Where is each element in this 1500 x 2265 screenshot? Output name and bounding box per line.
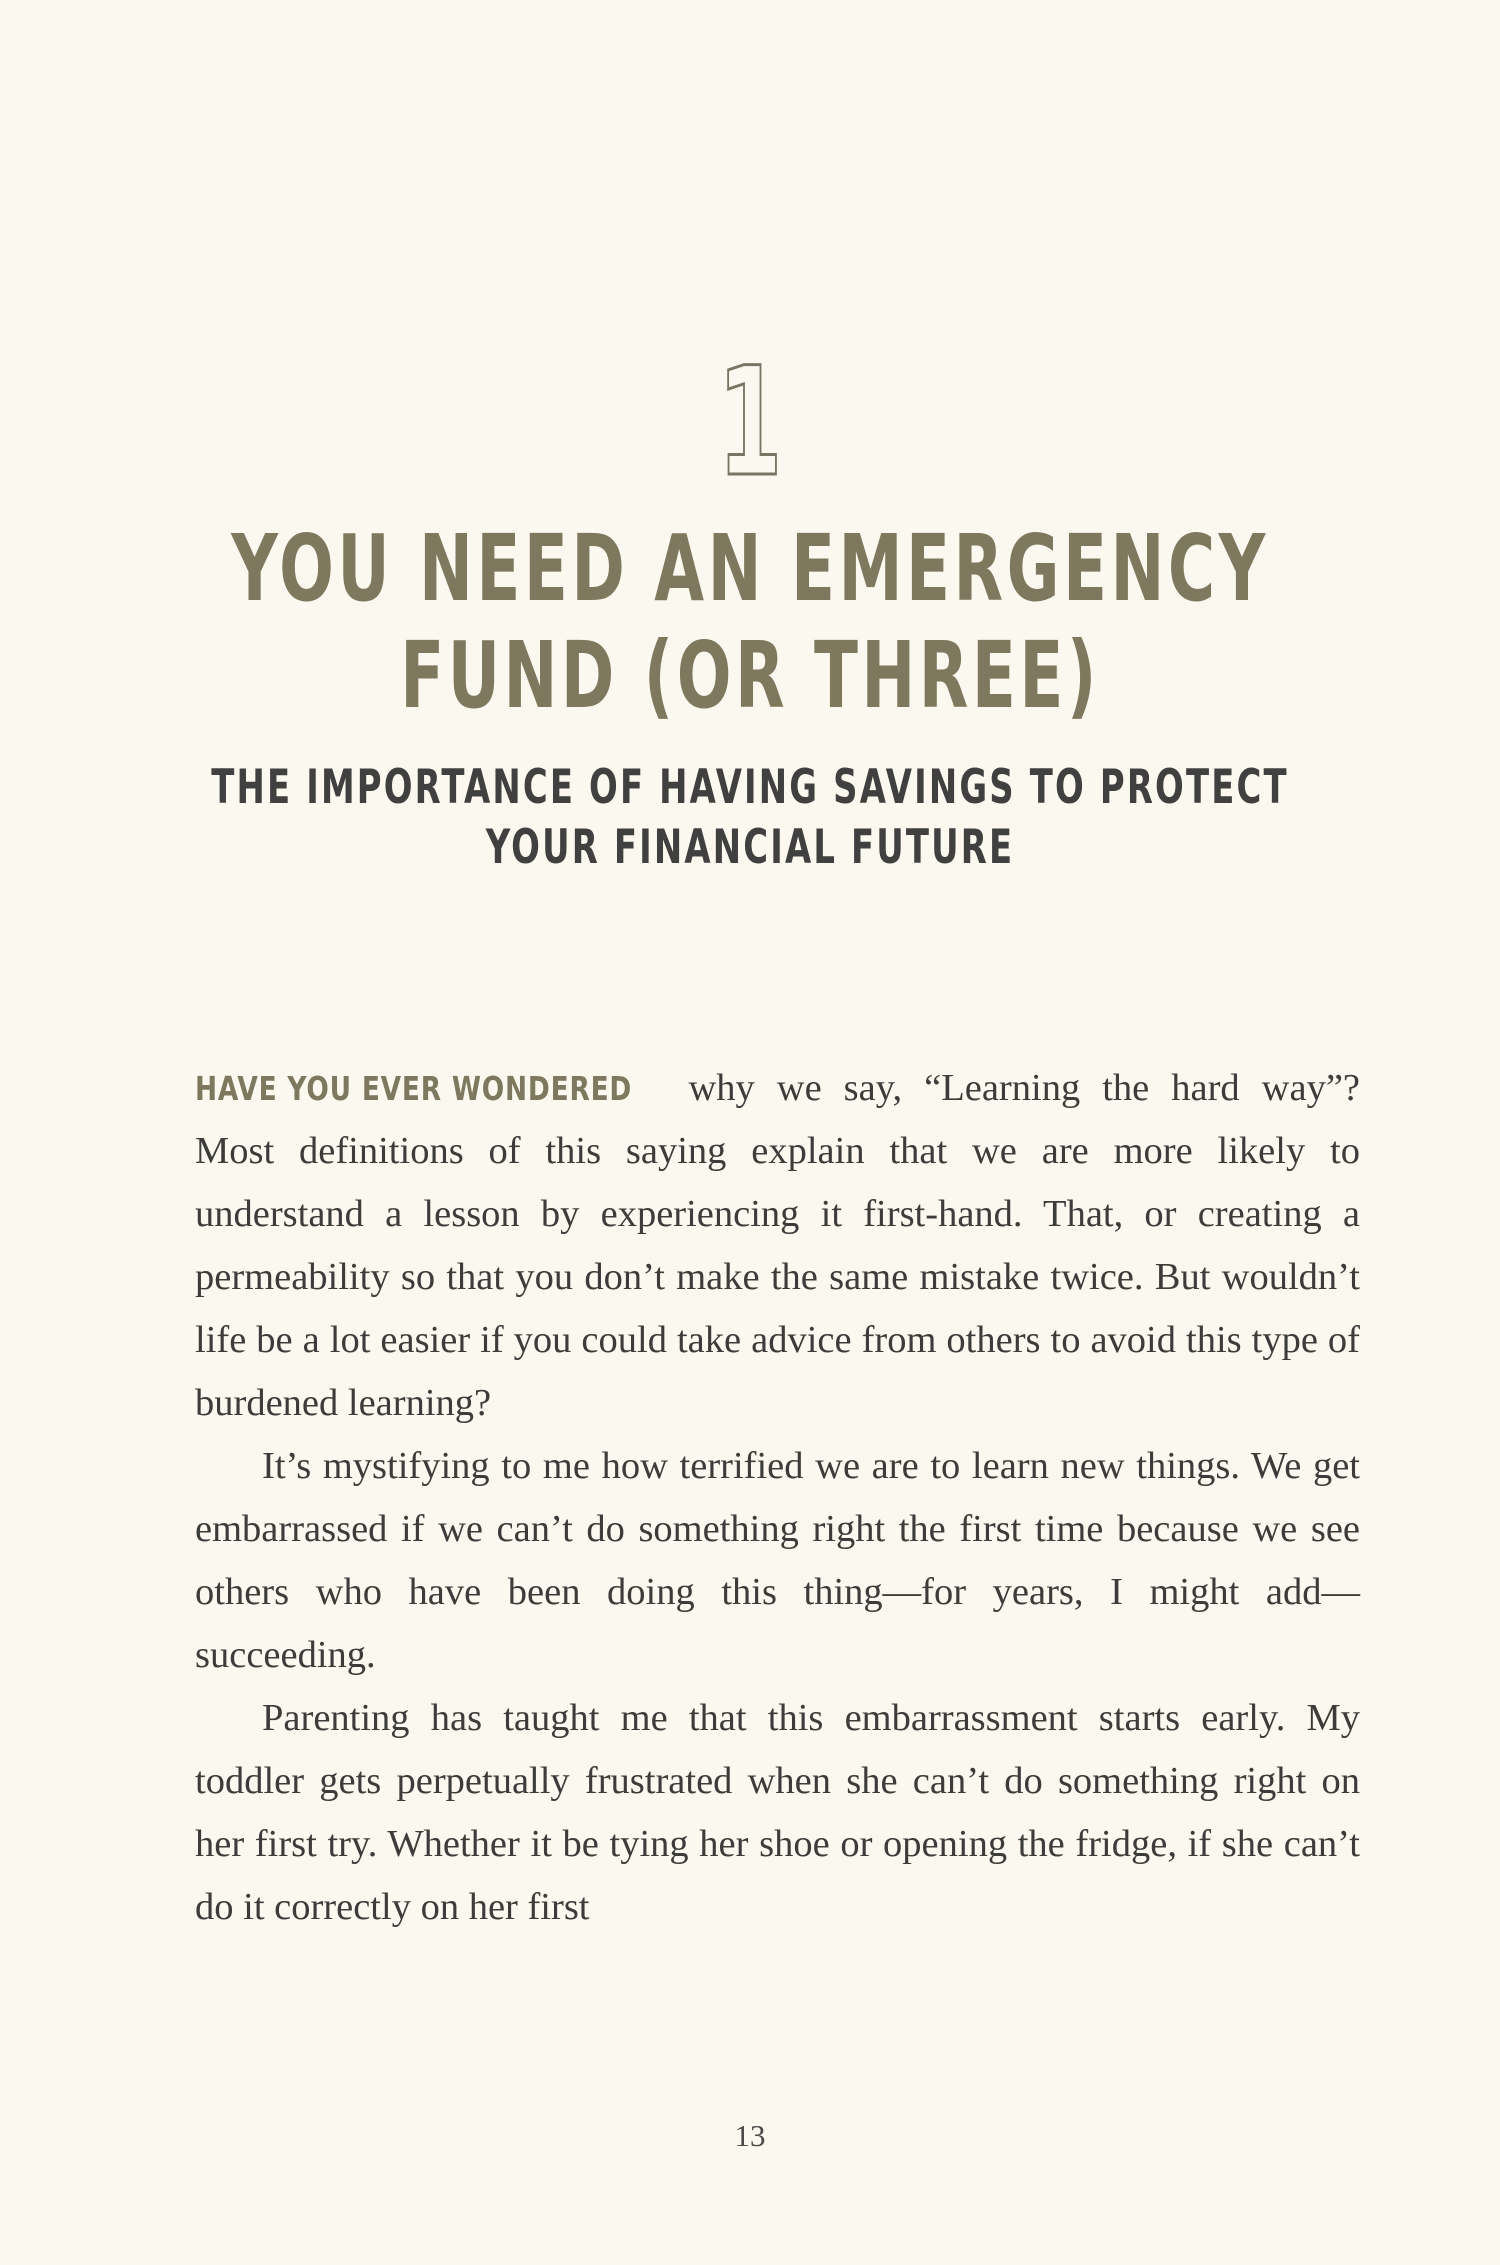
chapter-subtitle-line-1: THE IMPORTANCE OF HAVING SAVINGS TO PROTECT [211,760,1289,815]
chapter-subtitle-line-2: YOUR FINANCIAL FUTURE [485,820,1015,875]
body-text [195,1057,1360,1939]
paragraph-1 [195,1057,1360,1435]
chapter-title [0,515,1500,729]
paragraph-1-text: why we say, “Learning the hard way”? Most definitions of this saying explain that we are more likely to understand a lesson by experiencing it first-hand. That, or creating a permeability so that you don’t make the same mistake twice. But wouldn’t life be a lot easier if you could take advice from others to avoid this type of burdened learning? [195,1067,1360,1424]
chapter-subtitle [0,758,1500,878]
paragraph-2: It’s mystifying to me how terrified we are to learn new things. We get embarrassed if we can’t do something right the first time because we see others who have been doing this thing—for years, I might add—succeeding. [195,1445,1360,1676]
chapter-number: 1 [717,336,783,510]
chapter-title-line-1: YOU NEED AN EMERGENCY [231,515,1269,622]
page-number: 13 [734,2118,766,2153]
paragraph-3: Parenting has taught me that this embarrassment starts early. My toddler gets perpetually frustrated when she can’t do something right on her first try. Whether it be tying her shoe or opening the fridge, if she can’t do it correctly on her first [195,1697,1360,1928]
lead-in: HAVE YOU EVER WONDERED [195,1069,633,1108]
chapter-title-line-2: FUND (OR THREE) [400,622,1100,729]
